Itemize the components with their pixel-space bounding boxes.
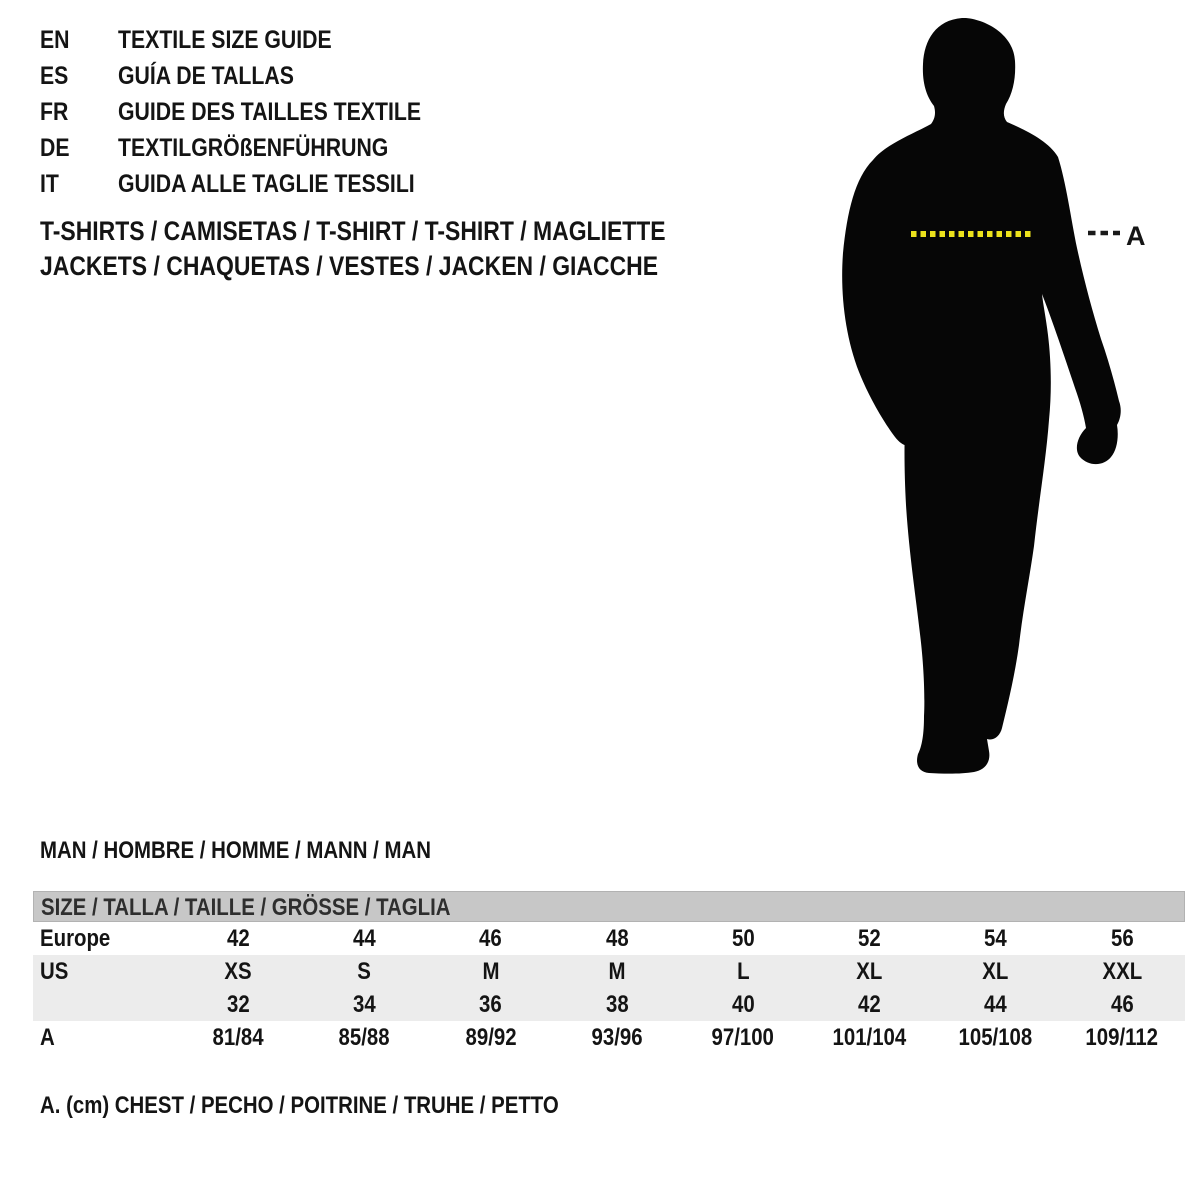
size-cell: 42 xyxy=(858,991,881,1018)
size-cell: 85/88 xyxy=(338,1024,390,1051)
measurement-legend: A. (cm) CHEST / PECHO / POITRINE / TRUHE / PETTO xyxy=(40,1092,559,1119)
size-cell: L xyxy=(736,958,750,985)
size-cell: 97/100 xyxy=(711,1024,775,1051)
size-table xyxy=(33,891,1185,1054)
size-cell: 89/92 xyxy=(465,1024,517,1051)
man-silhouette xyxy=(842,18,1121,774)
language-row-it xyxy=(40,166,475,202)
size-cell: S xyxy=(357,958,372,985)
size-cell: 56 xyxy=(1110,925,1134,952)
table-row-chest xyxy=(33,1021,1185,1054)
language-code: EN xyxy=(40,26,70,54)
size-cell: 44 xyxy=(353,925,376,952)
size-cell: 32 xyxy=(226,991,250,1018)
size-cell: 109/112 xyxy=(1085,1024,1159,1051)
measurement-figure xyxy=(820,0,1200,800)
language-title: GUIDA ALLE TAGLIE TESSILI xyxy=(118,170,415,198)
size-cell: XL xyxy=(982,958,1009,985)
category-tshirts: T-SHIRTS / CAMISETAS / T-SHIRT / T-SHIRT / MAGLIETTE xyxy=(40,216,666,246)
size-cell: 105/108 xyxy=(958,1024,1033,1051)
size-cell: 54 xyxy=(984,925,1007,952)
size-cell: 44 xyxy=(984,991,1007,1018)
language-title: GUIDE DES TAILLES TEXTILE xyxy=(118,98,422,126)
size-cell: 93/96 xyxy=(591,1024,643,1051)
language-title: GUÍA DE TALLAS xyxy=(118,62,294,90)
size-cell: 81/84 xyxy=(212,1024,264,1051)
size-cell: 34 xyxy=(353,991,376,1018)
product-categories xyxy=(40,214,776,284)
size-cell: 101/104 xyxy=(832,1024,907,1051)
language-row-fr xyxy=(40,94,475,130)
size-cell: 48 xyxy=(605,925,629,952)
size-table-header: SIZE / TALLA / TAILLE / GRÖSSE / TAGLIA xyxy=(33,891,1185,922)
language-code: ES xyxy=(40,62,69,90)
language-row-de xyxy=(40,130,475,166)
size-cell: 46 xyxy=(1110,991,1134,1018)
language-title: TEXTILGRÖßENFÜHRUNG xyxy=(118,134,389,162)
language-title: TEXTILE SIZE GUIDE xyxy=(118,26,332,54)
row-label: A xyxy=(40,1024,55,1051)
size-cell: 40 xyxy=(731,991,755,1018)
size-cell: 36 xyxy=(479,991,502,1018)
row-label: Europe xyxy=(40,925,111,952)
size-cell: 42 xyxy=(226,925,250,952)
language-row-en xyxy=(40,22,475,58)
row-label: US xyxy=(40,958,69,985)
size-cell: 38 xyxy=(605,991,629,1018)
size-cell: XL xyxy=(856,958,883,985)
size-cell: 46 xyxy=(479,925,502,952)
language-code: FR xyxy=(40,98,69,126)
measure-label-a: A xyxy=(1126,221,1146,251)
size-cell: XXL xyxy=(1102,958,1142,985)
size-cell: 50 xyxy=(731,925,755,952)
size-cell: 52 xyxy=(858,925,881,952)
table-row-europe xyxy=(33,922,1185,955)
table-row-us xyxy=(33,955,1185,988)
table-row-us-numeric xyxy=(33,988,1185,1021)
section-title-man: MAN / HOMBRE / HOMME / MANN / MAN xyxy=(40,837,431,864)
language-title-list xyxy=(40,22,475,202)
category-jackets: JACKETS / CHAQUETAS / VESTES / JACKEN / GIACCHE xyxy=(40,251,659,281)
size-cell: XS xyxy=(224,958,252,985)
size-cell: M xyxy=(608,958,626,985)
size-cell: M xyxy=(482,958,500,985)
language-code: DE xyxy=(40,134,70,162)
language-code: IT xyxy=(40,170,59,198)
language-row-es xyxy=(40,58,475,94)
